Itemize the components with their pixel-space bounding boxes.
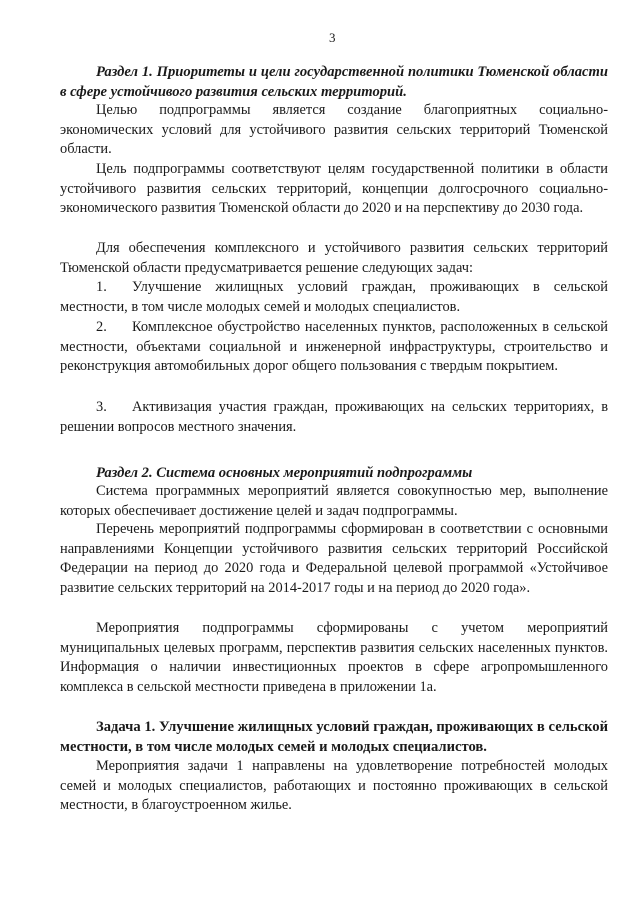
section-2-paragraph-2: Перечень мероприятий подпрограммы сформирован в соответствии с основными направлениями Концепции устойчивого развития сельских территорий Российской Федерации на период до 2020 года и Федеральной целевой программой «Устойчивое развитие сельских территорий на 2014-2017 годы и на период до 2020 года». xyxy=(60,521,608,596)
section-2-heading: Раздел 2. Система основных мероприятий подпрограммы xyxy=(96,465,473,481)
section-1-paragraph-2: Цель подпрограммы соответствуют целям государственной политики в области устойчивого развития сельских территорий, концепции долгосрочного социально-экономического развития Тюменской области до 2020 и на перспективу до 2030 года. xyxy=(60,161,608,217)
task-list-number: 3. xyxy=(96,399,107,415)
section-2-paragraph-1: Система программных мероприятий является совокупностью мер, выполнение которых обеспечивает достижение целей и задач подпрограммы. xyxy=(60,483,608,519)
task-list-item xyxy=(60,398,608,437)
page-number: 3 xyxy=(329,30,336,45)
task-list-text: Комплексное обустройство населенных пунктов, расположенных в сельской местности, объектами социальной и инженерной инфраструктуры, строительство и реконструкция автомобильных дорог общего пользования с твердым покрытием. xyxy=(60,319,608,375)
section-1-heading: Раздел 1. Приоритеты и цели государственной политики Тюменской области в сфере устойчивого развития сельских территорий. xyxy=(60,64,608,100)
task-1-paragraph-1: Мероприятия задачи 1 направлены на удовлетворение потребностей молодых семей и молодых специалистов, работающих и постоянно проживающих в сельской местности, в благоустроенном жилье. xyxy=(60,758,608,814)
task-list-text: Активизация участия граждан, проживающих на сельских территориях, в решении вопросов местного значения. xyxy=(60,399,608,435)
task-list-text: Улучшение жилищных условий граждан, проживающих в сельской местности, в том числе молодых семей и молодых специалистов. xyxy=(60,279,608,315)
task-list-number: 1. xyxy=(96,279,107,295)
task-list-item xyxy=(60,318,608,377)
section-1-paragraph-3: Для обеспечения комплексного и устойчивого развития сельских территорий Тюменской области предусматривается решение следующих задач: xyxy=(60,240,608,276)
task-1-heading: Задача 1. Улучшение жилищных условий граждан, проживающих в сельской местности, в том числе молодых семей и молодых специалистов. xyxy=(60,719,608,755)
section-1-paragraph-1: Целью подпрограммы является создание благоприятных социально-экономических условий для устойчивого развития сельских территорий Тюменской области. xyxy=(60,102,608,158)
task-list-number: 2. xyxy=(96,319,107,335)
section-2-paragraph-3: Мероприятия подпрограммы сформированы с учетом мероприятий муниципальных целевых программ, перспектив развития сельских населенных пунктов. Информация о наличии инвестиционных проектов в сфере агропромышленного комплекса в сельской местности приведена в приложении 1а. xyxy=(60,620,608,695)
task-list-item xyxy=(60,278,608,317)
